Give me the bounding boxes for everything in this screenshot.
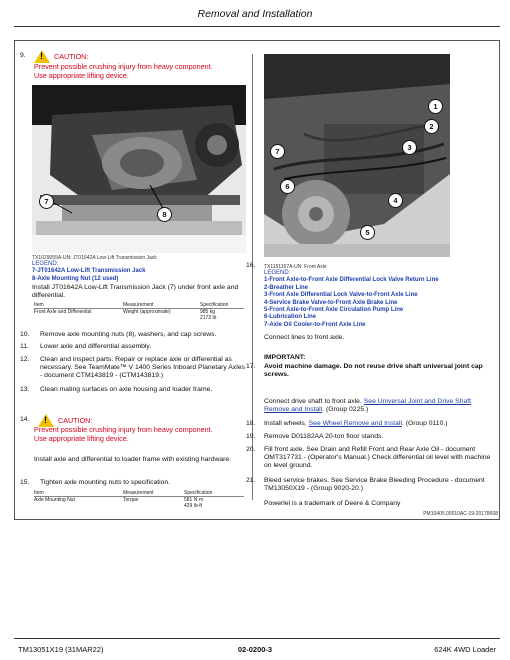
legend-item: 5-Front Axle-to-Front Axle Circulation Pump Line xyxy=(264,307,404,314)
legend-title: LEGEND: xyxy=(32,261,59,267)
header-rule xyxy=(14,26,500,27)
table-header: Item xyxy=(34,490,123,497)
figure-front-axle xyxy=(264,54,450,257)
link-universal-joint[interactable]: See Universal Joint and Drive Shaft Remove and Install xyxy=(264,398,472,414)
callout-2: 2 xyxy=(424,119,439,134)
callout-7: 7 xyxy=(39,194,54,209)
step-number: 15. xyxy=(20,479,30,486)
install-jack-text: Install JT01642A Low-Lift Transmission Jack (7) under front axle and differential. xyxy=(32,284,239,300)
footer-doc-number: TM13051X19 (31MAR22) xyxy=(18,645,104,654)
step-15 xyxy=(20,479,248,489)
step-text: Lower axle and differential assembly. xyxy=(40,343,152,350)
table-header: Measurement xyxy=(123,302,200,309)
step-9 xyxy=(20,52,248,82)
caution-line-2: Use appropriate lifting device. xyxy=(34,434,129,443)
step-10 xyxy=(20,331,248,341)
step-number: 14. xyxy=(20,416,30,423)
section-title: Removal and Installation xyxy=(197,8,313,20)
step-text: Clean and inspect parts. Repair or replace axle or differential as necessary. See TeamMate™ V 1400 Series Inboard Planetary Axles - document CTM143819 - (CTM143819.) xyxy=(40,356,245,380)
callout-6: 6 xyxy=(280,179,295,194)
step-number: 13. xyxy=(20,386,30,393)
caution-line-1: Prevent possible crushing injury from heavy component. xyxy=(34,425,213,434)
document-id: PM10405,00010AC-19-20178608 xyxy=(423,511,498,517)
text: . (Group 0225.) xyxy=(322,406,369,414)
warning-icon: ! xyxy=(38,414,54,427)
callout-3: 3 xyxy=(402,140,417,155)
legend-item: 1-Front Axle-to-Front Axle Differential Lock Valve Return Line xyxy=(264,277,439,284)
legend-item: 7-JT01642A Low-Lift Transmission Jack xyxy=(32,268,146,275)
step-text: Clean mating surfaces on axle housing and loader frame. xyxy=(40,386,213,393)
legend-item: 7-Axle Oil Cooler-to-Front Axle Line xyxy=(264,321,366,328)
connect-drive-shaft xyxy=(264,398,496,414)
table-cell: Weight (approximate) xyxy=(123,309,171,315)
figure-transmission-jack xyxy=(32,85,246,253)
table-cell xyxy=(184,497,244,510)
step-16 xyxy=(246,262,496,342)
step-number: 9. xyxy=(20,52,26,59)
callout-7: 7 xyxy=(270,144,285,159)
legend-item: 8-Axle Mounting Nut (12 used) xyxy=(32,275,119,282)
figure-caption-left: TX1029055A-UN: JT01642A Low-Lift Transmission Jack xyxy=(32,255,157,261)
step-text: Install wheels. xyxy=(264,420,307,427)
caution-label: CAUTION: xyxy=(54,52,89,61)
axle-jack-illustration xyxy=(32,85,246,253)
table-header: Specification xyxy=(184,490,244,497)
legend-item: 3-Front Axle Differential Lock Valve-to-Front Axle Line xyxy=(264,292,418,299)
spec-imperial: 2172 lb xyxy=(200,315,217,321)
step-19 xyxy=(246,433,496,443)
figure-caption-right: TX1151167A-UN: Front Axle xyxy=(264,264,327,270)
text: Connect drive shaft to front axle. xyxy=(264,398,362,405)
step-12 xyxy=(20,356,248,382)
step-text: Fill front axle. See Drain and Refill Front and Rear Axle Oil - document OMT317731 - (Operator's Manual.) Check differential oil level with machine on level ground. xyxy=(264,446,491,470)
table-cell: Torque xyxy=(123,497,139,503)
legend-item: 4-Service Brake Valve-to-Front Axle Brake Line xyxy=(264,299,398,306)
legend-item: 6-Lubrication Line xyxy=(264,314,317,321)
step-number: 18. xyxy=(246,420,256,427)
step-21 xyxy=(246,477,496,495)
caution-line-2: Use appropriate lifting device. xyxy=(34,71,129,80)
step-number: 11. xyxy=(20,343,29,350)
step-text: Remove D01182AA 20-ton floor stands. xyxy=(264,433,384,440)
spec-table-weight xyxy=(34,302,244,321)
step-text: . (Group 0110.) xyxy=(401,420,448,427)
table-header: Item xyxy=(34,302,123,309)
trademark-note: Powerlel is a trademark of Deere & Company xyxy=(264,500,401,507)
footer-machine-model: 624K 4WD Loader xyxy=(434,645,496,654)
legend-right xyxy=(264,270,496,329)
step-text: Install axle and differential to loader frame with existing hardware. xyxy=(34,456,232,463)
step-number: 10. xyxy=(20,331,30,338)
footer-rule xyxy=(14,638,500,639)
spec-metric: 985 kg xyxy=(200,309,216,315)
caution-line-1: Prevent possible crushing injury from heavy component. xyxy=(34,62,213,71)
step-11 xyxy=(20,343,248,353)
step-number: 12. xyxy=(20,356,30,363)
step-17 xyxy=(246,354,496,384)
step-13 xyxy=(20,386,248,396)
step-14 xyxy=(20,416,248,478)
step-text: Tighten axle mounting nuts to specification. xyxy=(40,479,171,486)
step-number: 16. xyxy=(246,262,256,269)
step-20 xyxy=(246,446,496,472)
table-cell xyxy=(200,309,244,322)
step-number: 19. xyxy=(246,433,256,440)
table-cell: Front Axle and Differential xyxy=(34,309,92,315)
callout-8: 8 xyxy=(157,207,172,222)
table-header: Specification xyxy=(200,302,244,309)
warning-icon: ! xyxy=(34,50,50,63)
front-axle-illustration xyxy=(264,54,450,257)
callout-1: 1 xyxy=(428,99,443,114)
table-header: Measurement xyxy=(123,490,184,497)
legend-left xyxy=(32,261,247,283)
important-label: IMPORTANT: xyxy=(264,354,306,361)
step-text: Connect lines to front axle. xyxy=(264,334,345,341)
caution-label: CAUTION: xyxy=(58,416,93,425)
step-number: 21. xyxy=(246,477,256,484)
step-18 xyxy=(246,420,496,430)
legend-item: 2-Breather Line xyxy=(264,284,309,291)
spec-table-torque xyxy=(34,490,244,509)
link-wheel-remove[interactable]: See Wheel Remove and Install xyxy=(308,420,402,427)
step-text: Bleed service brakes. See Service Brake Bleeding Procedure - document TM13050X19 - (Group 9020-20.) xyxy=(264,477,485,493)
legend-title: LEGEND: xyxy=(264,270,291,276)
step-number: 17. xyxy=(246,363,256,370)
table-cell: Axle Mounting Nut xyxy=(34,497,75,503)
callout-5: 5 xyxy=(360,225,375,240)
footer-page-number: 02-0200-3 xyxy=(237,645,273,654)
spec-imperial: 429 lb-ft xyxy=(184,503,203,509)
step-number: 20. xyxy=(246,446,256,453)
callout-4: 4 xyxy=(388,193,403,208)
spec-metric: 581 N·m xyxy=(184,497,204,503)
step-text: Avoid machine damage. Do not reuse drive shaft universal joint cap screws. xyxy=(264,363,483,379)
step-text: Remove axle mounting nuts (8), washers, and cap screws. xyxy=(40,331,217,338)
